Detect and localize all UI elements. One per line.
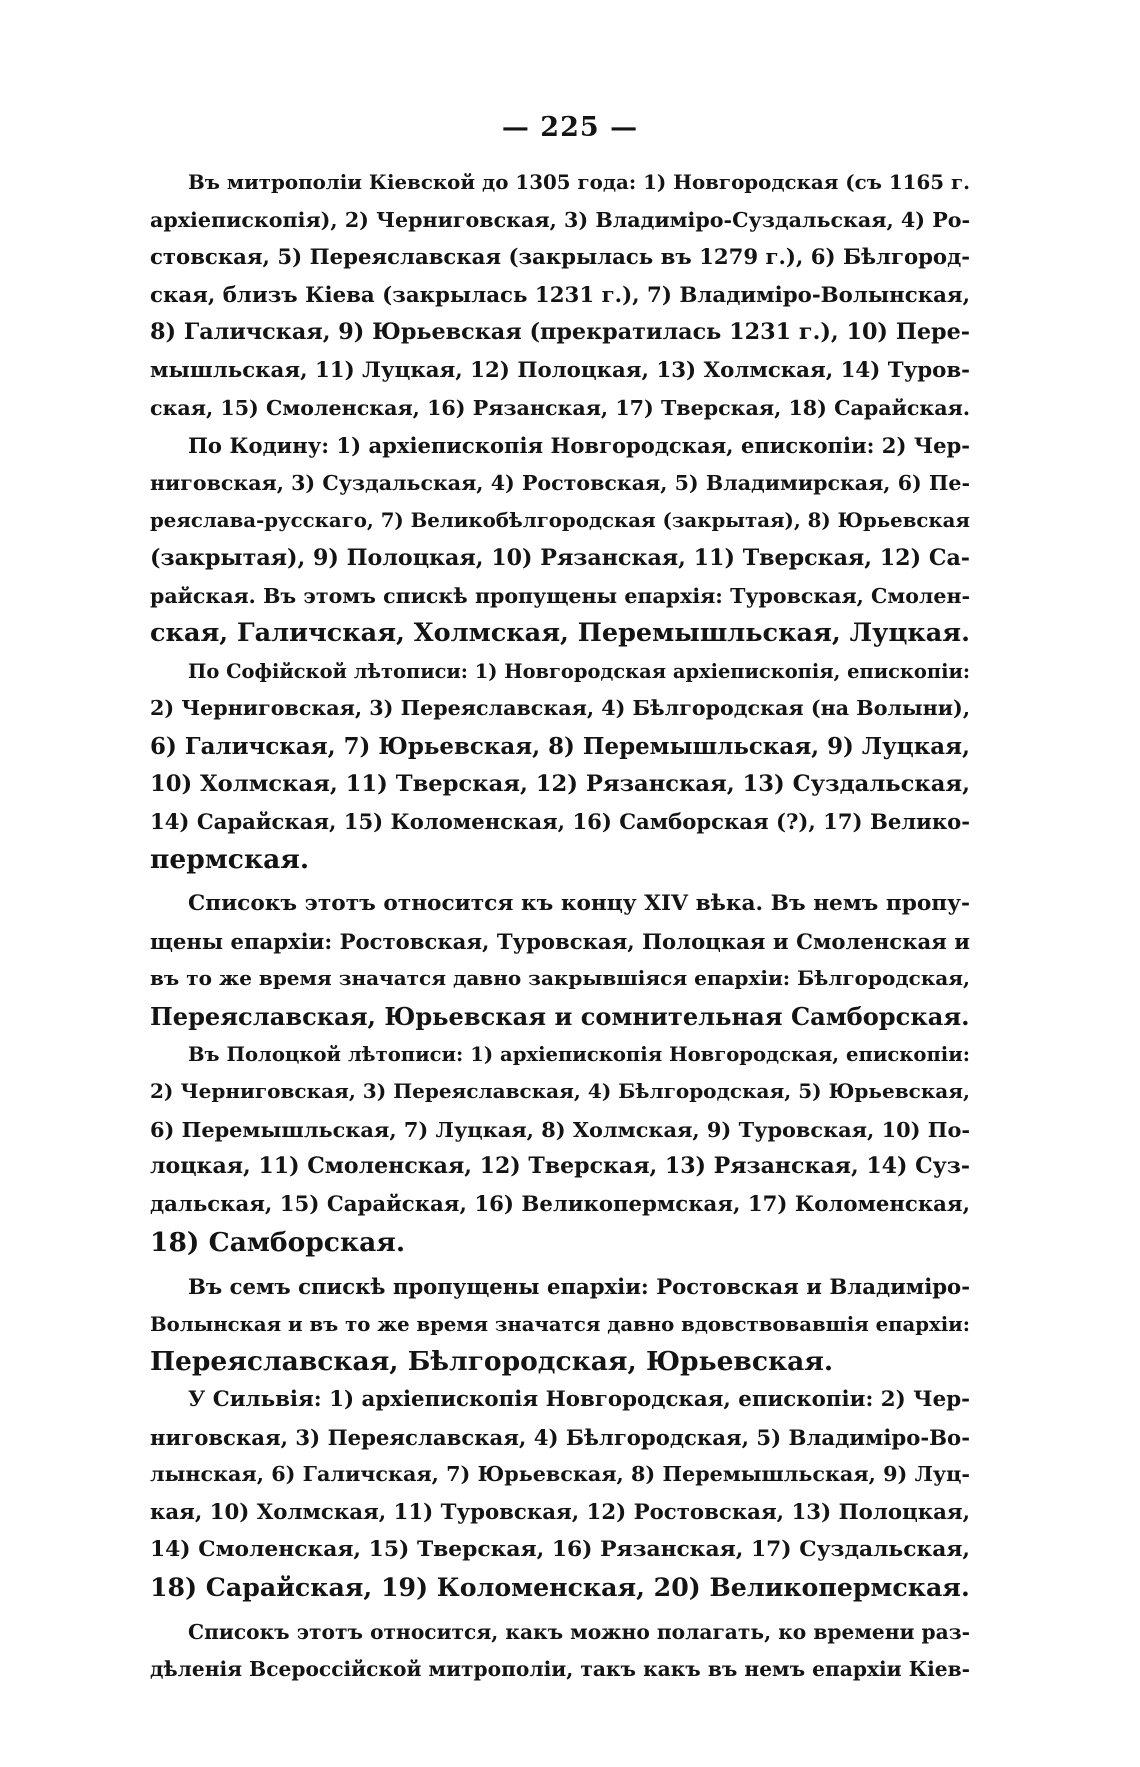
- text-line: въ то же время значатся давно закрывшіяся епархіи: Бѣлгородская,: [150, 966, 970, 991]
- text-line: архіепископія), 2) Черниговская, 3) Владиміро-Суздальская, 4) Ро-: [150, 207, 970, 232]
- text-line: 14) Сарайская, 15) Коломенская, 16) Самборская (?), 17) Велико-: [150, 809, 970, 835]
- text-line: Въ Полоцкой лѣтописи: 1) архіепископія Новгородская, епископіи:: [188, 1042, 970, 1066]
- text-line: Списокъ этотъ относится къ концу XIV вѣка. Въ немъ пропу-: [188, 891, 970, 917]
- text-line: По Кодину: 1) архіепископія Новгородская, епископіи: 2) Чер-: [188, 433, 970, 459]
- text-line: 10) Холмская, 11) Тверская, 12) Рязанская, 13) Суздальская,: [150, 770, 970, 797]
- text-line: 8) Галичская, 9) Юрьевская (прекратилась 1231 г.), 10) Пере-: [150, 319, 970, 346]
- text-line: ниговская, 3) Переяславская, 4) Бѣлгородская, 5) Владиміро-Во-: [150, 1424, 970, 1450]
- paragraph: [150, 1036, 970, 1262]
- text-line: 2) Черниговская, 3) Переяславская, 4) Бѣлгородская (на Волыни),: [150, 696, 970, 721]
- text-line: Переяславская, Бѣлгородская, Юрьевская.: [150, 1346, 834, 1378]
- text-line: (закрытая), 9) Полоцкая, 10) Рязанская, 11) Тверская, 12) Са-: [150, 544, 970, 571]
- paragraph: [150, 164, 970, 427]
- paragraph: [150, 1614, 970, 1689]
- page-number: — 225 —: [501, 112, 639, 143]
- text-line: 6) Галичская, 7) Юрьевская, 8) Перемышльская, 9) Луцкая,: [150, 732, 970, 760]
- paragraph: [150, 1381, 970, 1607]
- text-line: дальская, 15) Сарайская, 16) Великопермская, 17) Коломенская,: [150, 1192, 970, 1218]
- text-line: лынская, 6) Галичская, 7) Юрьевская, 8) Перемышльская, 9) Луц-: [150, 1462, 970, 1487]
- text-line: ская, Галичская, Холмская, Перемышльская, Луцкая.: [150, 618, 970, 649]
- text-line: реяслава-русскаго, 7) Великобѣлгородская (закрытая), 8) Юрьевская: [150, 508, 970, 533]
- text-line: Въ митрополіи Кіевской до 1305 года: 1) Новгородская (съ 1165 г.: [188, 170, 970, 194]
- text-line: 18) Сарайская, 19) Коломенская, 20) Великопермская.: [150, 1571, 970, 1602]
- text-line: Переяславская, Юрьевская и сомнительная Самборская.: [150, 1002, 970, 1032]
- text-line: пермская.: [150, 843, 310, 875]
- text-line: По Софійской лѣтописи: 1) Новгородская архіепископія, епископіи:: [188, 659, 970, 683]
- text-line: райская. Въ этомъ спискѣ пропущены епархія: Туровская, Смолен-: [150, 583, 970, 608]
- text-line: 14) Смоленская, 15) Тверская, 16) Рязанская, 17) Суздальская,: [150, 1537, 970, 1563]
- text-line: мышльская, 11) Луцкая, 12) Полоцкая, 13) Холмская, 14) Туров-: [150, 357, 970, 383]
- text-line: У Сильвія: 1) архіепископія Новгородская, епископіи: 2) Чер-: [188, 1387, 970, 1412]
- paragraph: [150, 427, 970, 653]
- text-line: ская, 15) Смоленская, 16) Рязанская, 17) Тверская, 18) Сарайская.: [150, 395, 970, 420]
- text-line: ская, близъ Кіева (закрылась 1231 г.), 7) Владиміро-Волынская,: [150, 282, 970, 308]
- text-line: щены епархіи: Ростовская, Туровская, Полоцкая и Смоленская и: [150, 928, 970, 954]
- text-line: Въ семъ спискѣ пропущены епархіи: Ростовская и Владиміро-: [188, 1274, 970, 1300]
- text-line: кая, 10) Холмская, 11) Туровская, 12) Ростовская, 13) Полоцкая,: [150, 1499, 970, 1525]
- paragraph: [150, 653, 970, 879]
- paragraph: [150, 1268, 970, 1381]
- text-line: стовская, 5) Переяславская (закрылась въ 1279 г.), 6) Бѣлгород-: [150, 245, 970, 271]
- text-line: Волынская и въ то же время значатся давно вдовствовавшія епархіи:: [150, 1312, 970, 1336]
- text-line: дѣленія Всероссійской митрополіи, такъ какъ въ немъ епархіи Кіев-: [150, 1657, 970, 1682]
- text-line: лоцкая, 11) Смоленская, 12) Тверская, 13) Рязанская, 14) Суз-: [150, 1153, 970, 1180]
- text-line: 18) Самборская.: [150, 1226, 406, 1258]
- text-line: 2) Черниговская, 3) Переяславская, 4) Бѣлгородская, 5) Юрьевская,: [150, 1079, 970, 1104]
- text-line: 6) Перемышльская, 7) Луцкая, 8) Холмская, 9) Туровская, 10) По-: [150, 1116, 970, 1142]
- text-line: ниговская, 3) Суздальская, 4) Ростовская, 5) Владимирская, 6) Пе-: [150, 470, 970, 495]
- paragraph: [150, 885, 970, 1035]
- main-text: [150, 164, 970, 1689]
- text-line: Списокъ этотъ относится, какъ можно полагать, ко времени раз-: [188, 1619, 970, 1644]
